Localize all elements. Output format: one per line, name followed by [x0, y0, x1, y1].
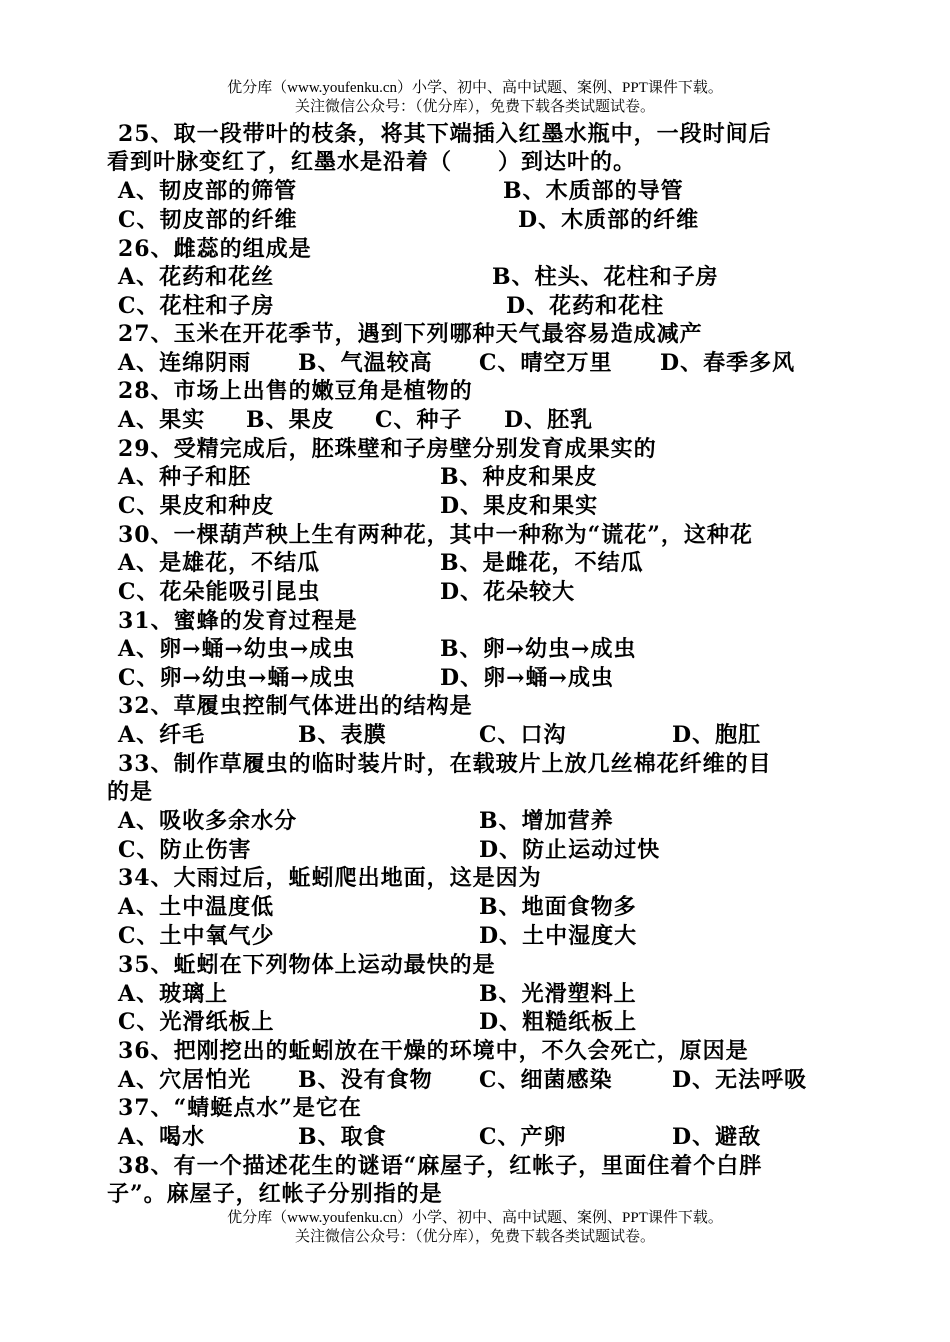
- q36-option-d: D、无法呼吸: [672, 1067, 808, 1093]
- q29-option-d: D、果皮和果实: [440, 493, 599, 519]
- q37-option-c: C、产卵: [479, 1124, 567, 1150]
- q29-option-c: C、果皮和种皮: [118, 493, 275, 519]
- q34-option-c: C、土中氧气少: [118, 923, 275, 949]
- q35-option-b: B、光滑塑料上: [479, 981, 637, 1007]
- q25-stem-line-1: 25、取一段带叶的枝条，将其下端插入红墨水瓶中，一段时间后: [118, 121, 772, 147]
- q33-option-d: D、防止运动过快: [479, 837, 661, 863]
- q32-option-d: D、胞肛: [672, 722, 762, 748]
- q25-stem-line-2: 看到叶脉变红了，红墨水是沿着（ ）到达叶的。: [107, 149, 637, 175]
- footer-line-2: 关注微信公众号：（优分库），免费下载各类试题试卷。: [294, 1229, 655, 1245]
- q28-stem: 28、市场上出售的嫩豆角是植物的: [118, 378, 473, 404]
- q30-option-c: C、花朵能吸引昆虫: [118, 579, 321, 605]
- q30-option-b: B、是雌花，不结瓜: [440, 550, 644, 576]
- q33-option-c: C、防止伤害: [118, 837, 252, 863]
- q37-option-b: B、取食: [298, 1124, 387, 1150]
- footer-line-1: 优分库（www.youfenku.cn）小学、初中、高中试题、案例、PPT课件下载。: [227, 1210, 723, 1226]
- q25-option-d: D、木质部的纤维: [518, 207, 700, 233]
- q36-option-c: C、细菌感染: [479, 1067, 613, 1093]
- q35-option-a: A、玻璃上: [118, 981, 229, 1007]
- q33-stem-line-2: 的是: [107, 779, 154, 805]
- q38-stem-line-2: 子”。麻屋子，红帐子分别指的是: [107, 1181, 443, 1207]
- q37-option-d: D、避敌: [672, 1124, 762, 1150]
- q27-option-d: D、春季多风: [660, 350, 796, 376]
- q30-stem: 30、一棵葫芦秧上生有两种花，其中一种称为“谎花”，这种花: [118, 522, 753, 548]
- q30-option-d: D、花朵较大: [440, 579, 576, 605]
- q34-option-d: D、土中湿度大: [479, 923, 638, 949]
- q32-option-b: B、表膜: [298, 722, 387, 748]
- q35-stem: 35、蚯蚓在下列物体上运动最快的是: [118, 952, 496, 978]
- q29-stem: 29、受精完成后，胚珠壁和子房壁分别发育成果实的: [118, 436, 657, 462]
- q29-option-a: A、种子和胚: [118, 464, 252, 490]
- q30-option-a: A、是雄花，不结瓜: [118, 550, 321, 576]
- header-line-1: 优分库（www.youfenku.cn）小学、初中、高中试题、案例、PPT课件下载。: [227, 80, 723, 96]
- q36-stem: 36、把刚挖出的蚯蚓放在干燥的环境中，不久会死亡，原因是: [118, 1038, 749, 1064]
- q27-stem: 27、玉米在开花季节，遇到下列哪种天气最容易造成减产: [118, 321, 703, 347]
- q35-option-d: D、粗糙纸板上: [479, 1009, 638, 1035]
- q37-option-a: A、喝水: [118, 1124, 206, 1150]
- q31-option-c: C、卵→幼虫→蛹→成虫: [118, 665, 356, 691]
- q36-option-b: B、没有食物: [298, 1067, 433, 1093]
- q31-option-a: A、卵→蛹→幼虫→成虫: [118, 636, 356, 662]
- q26-stem: 26、雌蕊的组成是: [118, 236, 312, 262]
- q37-stem: 37、“蜻蜓点水”是它在: [118, 1095, 362, 1121]
- q28-option-b: B、果皮: [246, 407, 335, 433]
- q26-option-a: A、花药和花丝: [118, 264, 275, 290]
- q34-option-b: B、地面食物多: [479, 894, 637, 920]
- header-line-2: 关注微信公众号：（优分库），免费下载各类试题试卷。: [294, 99, 655, 115]
- q26-option-b: B、柱头、花柱和子房: [492, 264, 719, 290]
- q34-option-a: A、土中温度低: [118, 894, 275, 920]
- q26-option-d: D、花药和花柱: [506, 293, 665, 319]
- q31-option-d: D、卵→蛹→成虫: [440, 665, 614, 691]
- q33-option-b: B、增加营养: [479, 808, 614, 834]
- q25-option-c: C、韧皮部的纤维: [118, 207, 298, 233]
- q36-option-a: A、穴居怕光: [118, 1067, 252, 1093]
- q26-option-c: C、花柱和子房: [118, 293, 275, 319]
- q27-option-a: A、连绵阴雨: [118, 350, 252, 376]
- q31-option-b: B、卵→幼虫→成虫: [440, 636, 637, 662]
- q27-option-b: B、气温较高: [298, 350, 433, 376]
- q25-option-a: A、韧皮部的筛管: [118, 178, 298, 204]
- q28-option-c: C、种子: [375, 407, 463, 433]
- q33-option-a: A、吸收多余水分: [118, 808, 298, 834]
- q27-option-c: C、晴空万里: [479, 350, 613, 376]
- q28-option-d: D、胚乳: [504, 407, 594, 433]
- q28-option-a: A、果实: [118, 407, 206, 433]
- q32-stem: 32、草履虫控制气体进出的结构是: [118, 693, 473, 719]
- q33-stem-line-1: 33、制作草履虫的临时装片时，在载玻片上放几丝棉花纤维的目: [118, 751, 772, 777]
- q29-option-b: B、种皮和果皮: [440, 464, 598, 490]
- q25-option-b: B、木质部的导管: [503, 178, 684, 204]
- q32-option-a: A、纤毛: [118, 722, 206, 748]
- q31-stem: 31、蜜蜂的发育过程是: [118, 608, 358, 634]
- q32-option-c: C、口沟: [479, 722, 567, 748]
- q38-stem-line-1: 38、有一个描述花生的谜语“麻屋子，红帐子，里面住着个白胖: [118, 1153, 763, 1179]
- q34-stem: 34、大雨过后，蚯蚓爬出地面，这是因为: [118, 865, 542, 891]
- q35-option-c: C、光滑纸板上: [118, 1009, 275, 1035]
